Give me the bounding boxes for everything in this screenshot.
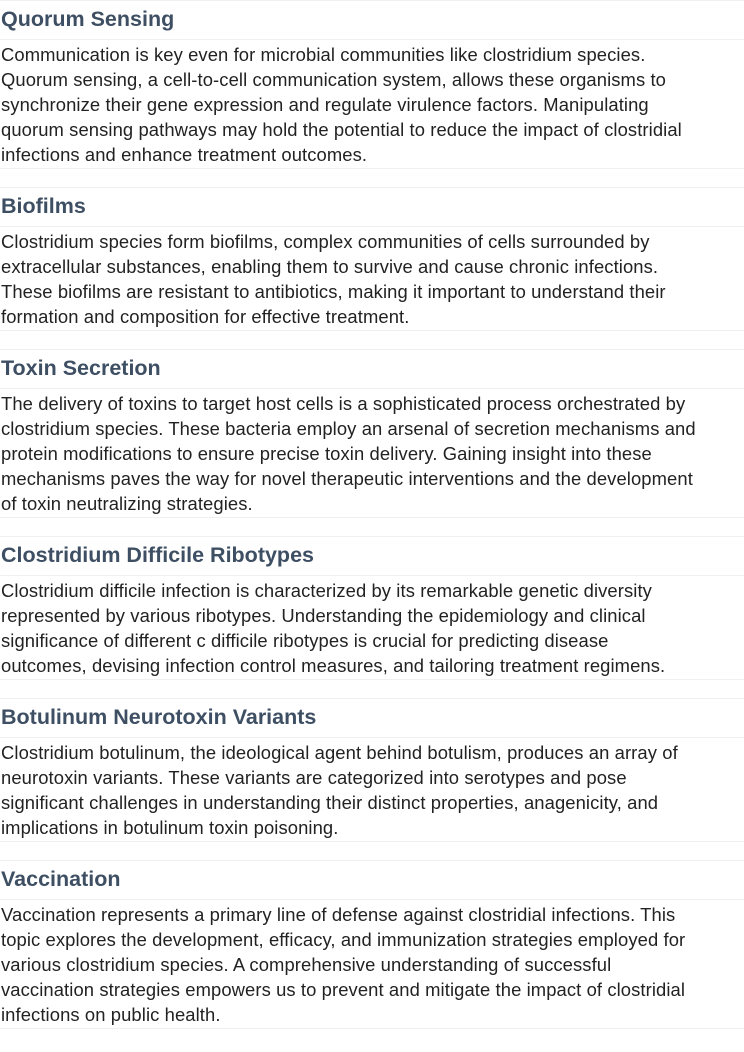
paragraph-line: Quorum sensing, a cell-to-cell communication system, allows these organisms to bbox=[1, 69, 667, 90]
section-botulinum-neurotoxin-variants bbox=[0, 698, 744, 842]
section-vaccination bbox=[0, 860, 744, 1029]
section-biofilms bbox=[0, 187, 744, 331]
paragraph-line: clostridium species. These bacteria employ an arsenal of secretion mechanisms and bbox=[1, 418, 696, 439]
paragraph-line: Clostridium difficile infection is characterized by its remarkable genetic diversity bbox=[1, 580, 652, 601]
paragraph-line: These biofilms are resistant to antibiotics, making it important to understand their bbox=[1, 281, 666, 302]
section-heading: Toxin Secretion bbox=[0, 349, 744, 389]
section-heading: Quorum Sensing bbox=[0, 0, 744, 40]
section-paragraph bbox=[0, 576, 744, 680]
paragraph-line: infections on public health. bbox=[1, 1004, 221, 1025]
paragraph-line: Vaccination represents a primary line of defense against clostridial infections. This bbox=[1, 904, 676, 925]
paragraph-line: infections and enhance treatment outcomes. bbox=[1, 144, 368, 165]
section-paragraph bbox=[0, 738, 744, 842]
section-heading: Vaccination bbox=[0, 860, 744, 900]
paragraph-line: The delivery of toxins to target host cells is a sophisticated process orchestrated by bbox=[1, 393, 686, 414]
paragraph-line: quorum sensing pathways may hold the potential to reduce the impact of clostridial bbox=[1, 119, 682, 140]
section-clostridium-difficile-ribotypes bbox=[0, 536, 744, 680]
section-paragraph bbox=[0, 900, 744, 1029]
section-toxin-secretion bbox=[0, 349, 744, 518]
section-paragraph bbox=[0, 389, 744, 518]
paragraph-line: neurotoxin variants. These variants are categorized into serotypes and pose bbox=[1, 767, 627, 788]
section-heading: Botulinum Neurotoxin Variants bbox=[0, 698, 744, 738]
paragraph-line: extracellular substances, enabling them to survive and cause chronic infections. bbox=[1, 256, 659, 277]
paragraph-line: implications in botulinum toxin poisoning. bbox=[1, 817, 339, 838]
section-paragraph bbox=[0, 40, 744, 169]
paragraph-line: vaccination strategies empowers us to prevent and mitigate the impact of clostridial bbox=[1, 979, 686, 1000]
paragraph-line: significance of different c difficile ribotypes is crucial for predicting disease bbox=[1, 630, 609, 651]
paragraph-line: significant challenges in understanding their distinct properties, anagenicity, and bbox=[1, 792, 659, 813]
paragraph-line: formation and composition for effective treatment. bbox=[1, 306, 410, 327]
paragraph-line: Clostridium botulinum, the ideological agent behind botulism, produces an array of bbox=[1, 742, 678, 763]
paragraph-line: synchronize their gene expression and regulate virulence factors. Manipulating bbox=[1, 94, 649, 115]
paragraph-line: various clostridium species. A comprehensive understanding of successful bbox=[1, 954, 612, 975]
paragraph-line: mechanisms paves the way for novel therapeutic interventions and the development bbox=[1, 468, 693, 489]
paragraph-line: outcomes, devising infection control measures, and tailoring treatment regimens. bbox=[1, 655, 666, 676]
paragraph-line: Communication is key even for microbial communities like clostridium species. bbox=[1, 44, 646, 65]
section-heading: Clostridium Difficile Ribotypes bbox=[0, 536, 744, 576]
section-heading: Biofilms bbox=[0, 187, 744, 227]
section-paragraph bbox=[0, 227, 744, 331]
paragraph-line: of toxin neutralizing strategies. bbox=[1, 493, 253, 514]
section-quorum-sensing bbox=[0, 0, 744, 169]
paragraph-line: Clostridium species form biofilms, complex communities of cells surrounded by bbox=[1, 231, 650, 252]
paragraph-line: represented by various ribotypes. Understanding the epidemiology and clinical bbox=[1, 605, 646, 626]
paragraph-line: protein modifications to ensure precise toxin delivery. Gaining insight into these bbox=[1, 443, 652, 464]
paragraph-line: topic explores the development, efficacy, and immunization strategies employed for bbox=[1, 929, 686, 950]
